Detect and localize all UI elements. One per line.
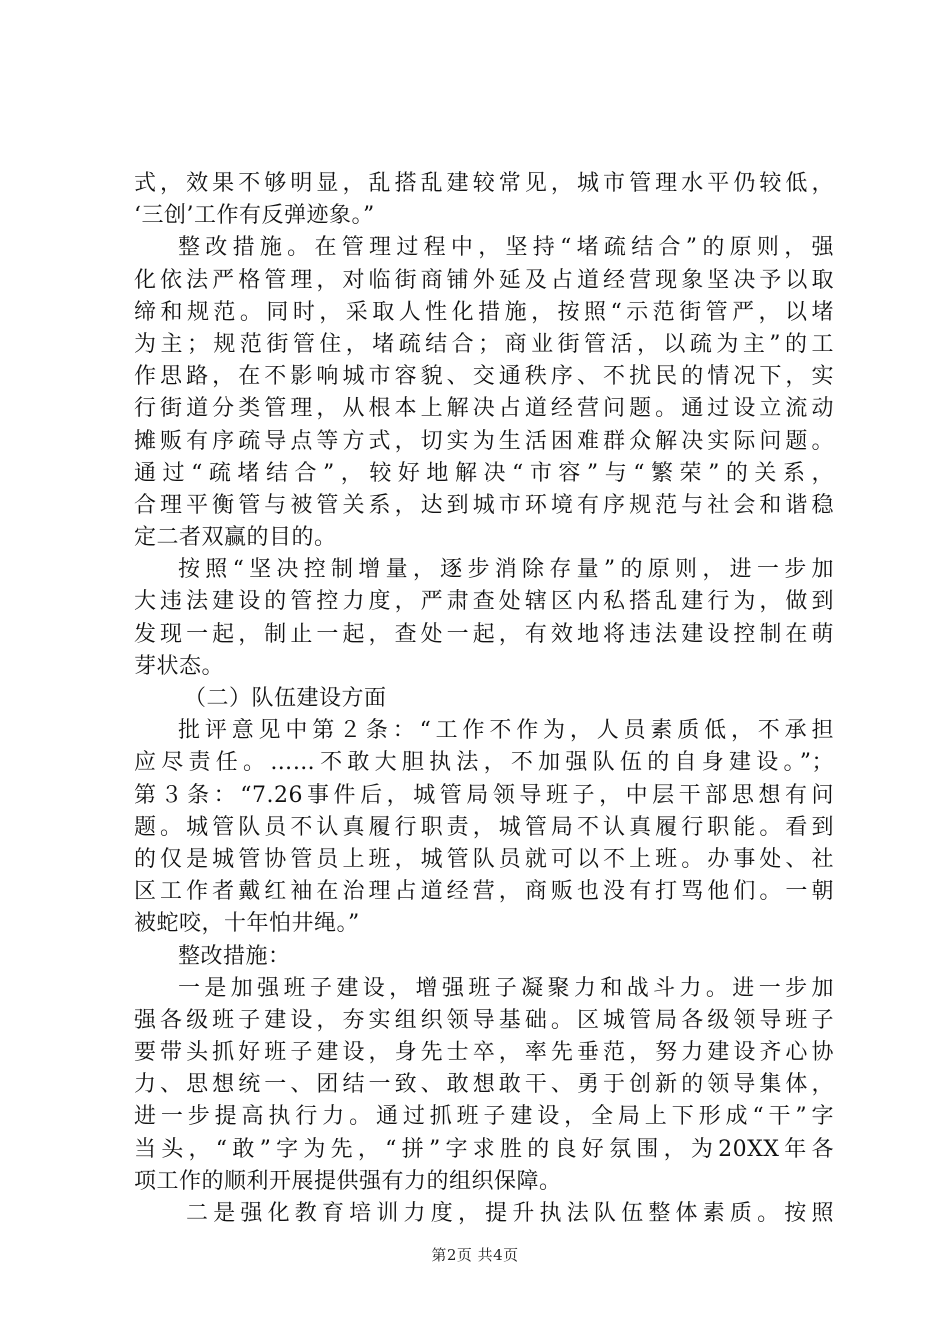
text-line: 化依法严格管理，对临街商铺外延及占道经营现象坚决予以取	[134, 267, 834, 293]
document-body	[134, 168, 834, 1230]
text-line: 大违法建设的管控力度，严肃查处辖区内私搭乱建行为，做到	[134, 589, 834, 615]
text-line: 被蛇咬，十年怕井绳。”	[134, 911, 360, 937]
text-line: 批评意见中第２条：“工作不作为，人员素质低，不承担	[178, 718, 834, 744]
text-line: 应尽责任。……不敢大胆执法，不加强队伍的自身建设。”；	[134, 750, 834, 776]
text-line: 式，效果不够明显，乱搭乱建较常见，城市管理水平仍较低，	[134, 171, 834, 196]
text-line: ‘三创’工作有反弹迹象。”	[134, 203, 375, 229]
text-line: 合理平衡管与被管关系，达到城市环境有序规范与社会和谐稳	[134, 492, 834, 518]
text-line: 作思路，在不影响城市容貌、交通秩序、不扰民的情况下，实	[134, 364, 834, 390]
text-line: 区工作者戴红袖在治理占道经营，商贩也没有打骂他们。一朝	[134, 879, 834, 905]
text-line: 按照“坚决控制增量，逐步消除存量”的原则，进一步加	[178, 557, 834, 583]
text-line: 第３条：“7.26事件后，城管局领导班子，中层干部思想有问	[134, 782, 834, 808]
text-line: 芽状态。	[134, 653, 225, 679]
text-line: 项工作的顺利开展提供强有力的组织保障。	[134, 1168, 562, 1194]
text-line: 一是加强班子建设，增强班子凝聚力和战斗力。进一步加	[178, 975, 834, 1001]
text-line: 的仅是城管协管员上班，城管队员就可以不上班。办事处、社	[134, 846, 834, 872]
text-line: 缔和规范。同时，采取人性化措施，按照“示范街管严，以堵	[134, 299, 834, 325]
text-line: 摊贩有序疏导点等方式，切实为生活困难群众解决实际问题。	[134, 428, 834, 454]
text-line: 题。城管队员不认真履行职责，城管局不认真履行职能。看到	[134, 814, 834, 840]
text-line: 通过“疏堵结合”，较好地解决“市容”与“繁荣”的关系，	[134, 460, 834, 486]
text-line: 当头，“敢”字为先，“拼”字求胜的良好氛围，为20XX年各	[134, 1136, 834, 1162]
text-line: 整改措施：	[178, 943, 291, 969]
text-line: 二是强化教育培训力度，提升执法队伍整体素质。按照	[186, 1201, 834, 1226]
text-line: 要带头抓好班子建设，身先士卒，率先垂范，努力建设齐心协	[134, 1040, 834, 1066]
text-line: 强各级班子建设，夯实组织领导基础。区城管局各级领导班子	[134, 1007, 834, 1033]
text-line: 定二者双赢的目的。	[134, 525, 337, 551]
text-line: 力、思想统一、团结一致、敢想敢干、勇于创新的领导集体，	[134, 1072, 834, 1098]
text-line: 行街道分类管理，从根本上解决占道经营问题。通过设立流动	[134, 396, 834, 422]
text-line: 发现一起，制止一起，查处一起，有效地将违法建设控制在萌	[134, 621, 834, 647]
text-line: 整改措施。在管理过程中，坚持“堵疏结合”的原则，强	[178, 235, 834, 261]
page-number: 第2页 共4页	[431, 1246, 519, 1264]
text-line: 进一步提高执行力。通过抓班子建设，全局上下形成“干”字	[134, 1104, 834, 1130]
section-heading: （二）队伍建设方面	[184, 686, 387, 711]
text-line: 为主；规范街管住，堵疏结合；商业街管活，以疏为主”的工	[134, 331, 834, 357]
